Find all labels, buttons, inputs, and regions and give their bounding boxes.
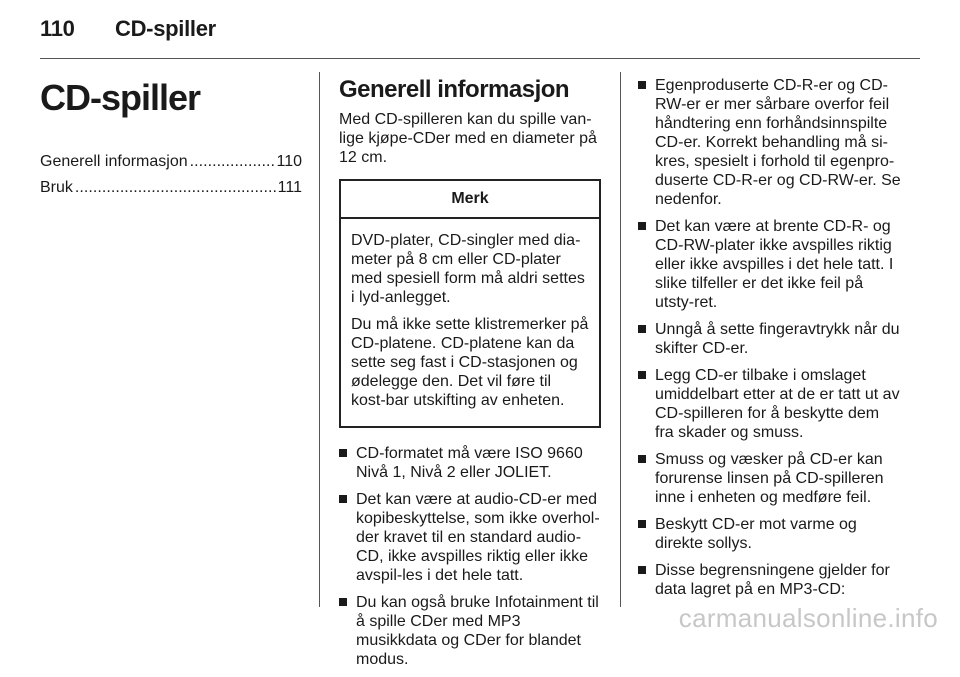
square-bullet-icon [638,566,646,574]
square-bullet-icon [638,455,646,463]
list-item-text: Unngå å sette fingeravtrykk når du skifter CD-er. [655,321,900,357]
toc-leader [75,178,276,197]
list-item-text: Beskytt CD-er mot varme og direkte sollys. [655,516,857,552]
header-chapter: CD-spiller [115,16,216,41]
note-heading: Merk [341,181,599,219]
column-divider-2 [620,72,621,607]
square-bullet-icon [339,495,347,503]
toc-entry-label: Generell informasjon [40,153,188,170]
toc-entry-generell[interactable] [40,152,302,171]
page-number: 110 [40,16,75,41]
square-bullet-icon [339,598,347,606]
toc-entry-page: 111 [277,179,302,196]
chapter-title: CD-spiller [40,77,201,118]
list-item-text: Det kan være at brente CD-R- og CD-RW-plater ikke avspilles riktig eller ikke avspilles i det hele tatt. I slike tilfeller er det ikke feil på utsty-ret. [655,218,894,311]
square-bullet-icon [638,222,646,230]
list-item [339,593,601,669]
page-header [40,16,216,42]
list-item [638,450,902,507]
note-body [341,219,599,426]
square-bullet-icon [638,325,646,333]
list-item [339,490,601,585]
toc-leader [190,152,275,171]
list-item-text: Det kan være at audio-CD-er med kopibeskyttelse, som ikke overhol-der kravet til en standard audio-CD, ikke avspilles riktig eller ikke avspil-les i det hele tatt. [356,491,600,584]
toc-entry-page: 110 [276,153,302,170]
list-item [638,515,902,553]
square-bullet-icon [638,81,646,89]
toc-column [40,72,302,204]
list-item [638,320,902,358]
list-item-text: Egenproduserte CD-R-er og CD-RW-er er mer sårbare overfor feil håndtering enn forhåndsinnspilte CD-er. Korrekt behandling må si-kres, spesielt i forhold til egenpro-duserte CD-R-er og CD-RW-er. Se nedenfor. [655,77,901,208]
toc-entry-bruk[interactable] [40,178,302,197]
list-item-text: Disse begrensningene gjelder for data lagret på en MP3-CD: [655,562,890,598]
list-item-text: Smuss og væsker på CD-er kan forurense linsen på CD-spilleren inne i enheten og medføre feil. [655,451,884,506]
note-box [339,179,601,428]
header-rule [40,58,920,59]
column-divider-1 [319,72,320,607]
list-item [638,217,902,312]
content-column-2 [339,76,601,677]
note-paragraph: Du må ikke sette klistremerker på CD-platene. CD-platene kan da sette seg fast i CD-stasjonen og ødelegge den. Det vil føre til kost-bar utskifting av enheten. [351,316,589,409]
list-item-text: Legg CD-er tilbake i omslaget umiddelbart etter at de er tatt ut av CD-spilleren for å beskytte dem fra skader og smuss. [655,367,900,441]
bullet-list-col3 [638,76,902,599]
list-item-text: Du kan også bruke Infotainment til å spille CDer med MP3 musikkdata og CDer for blandet modus. [356,594,599,668]
toc-entry-label: Bruk [40,179,73,196]
list-item [638,366,902,442]
bullet-list-col2 [339,444,601,669]
list-item [339,444,601,482]
list-item [638,76,902,209]
intro-paragraph: Med CD-spilleren kan du spille van-lige kjøpe-CDer med en diameter på 12 cm. [339,111,597,166]
note-paragraph: DVD-plater, CD-singler med dia-meter på 8 cm eller CD-plater med spesiell form må aldri settes i lyd-anlegget. [351,232,585,306]
list-item [638,561,902,599]
site-watermark: carmanualsonline.info [678,603,938,633]
square-bullet-icon [638,520,646,528]
content-column-3 [638,76,902,607]
square-bullet-icon [638,371,646,379]
list-item-text: CD-formatet må være ISO 9660 Nivå 1, Nivå 2 eller JOLIET. [356,445,583,481]
square-bullet-icon [339,449,347,457]
section-title: Generell informasjon [339,76,570,103]
